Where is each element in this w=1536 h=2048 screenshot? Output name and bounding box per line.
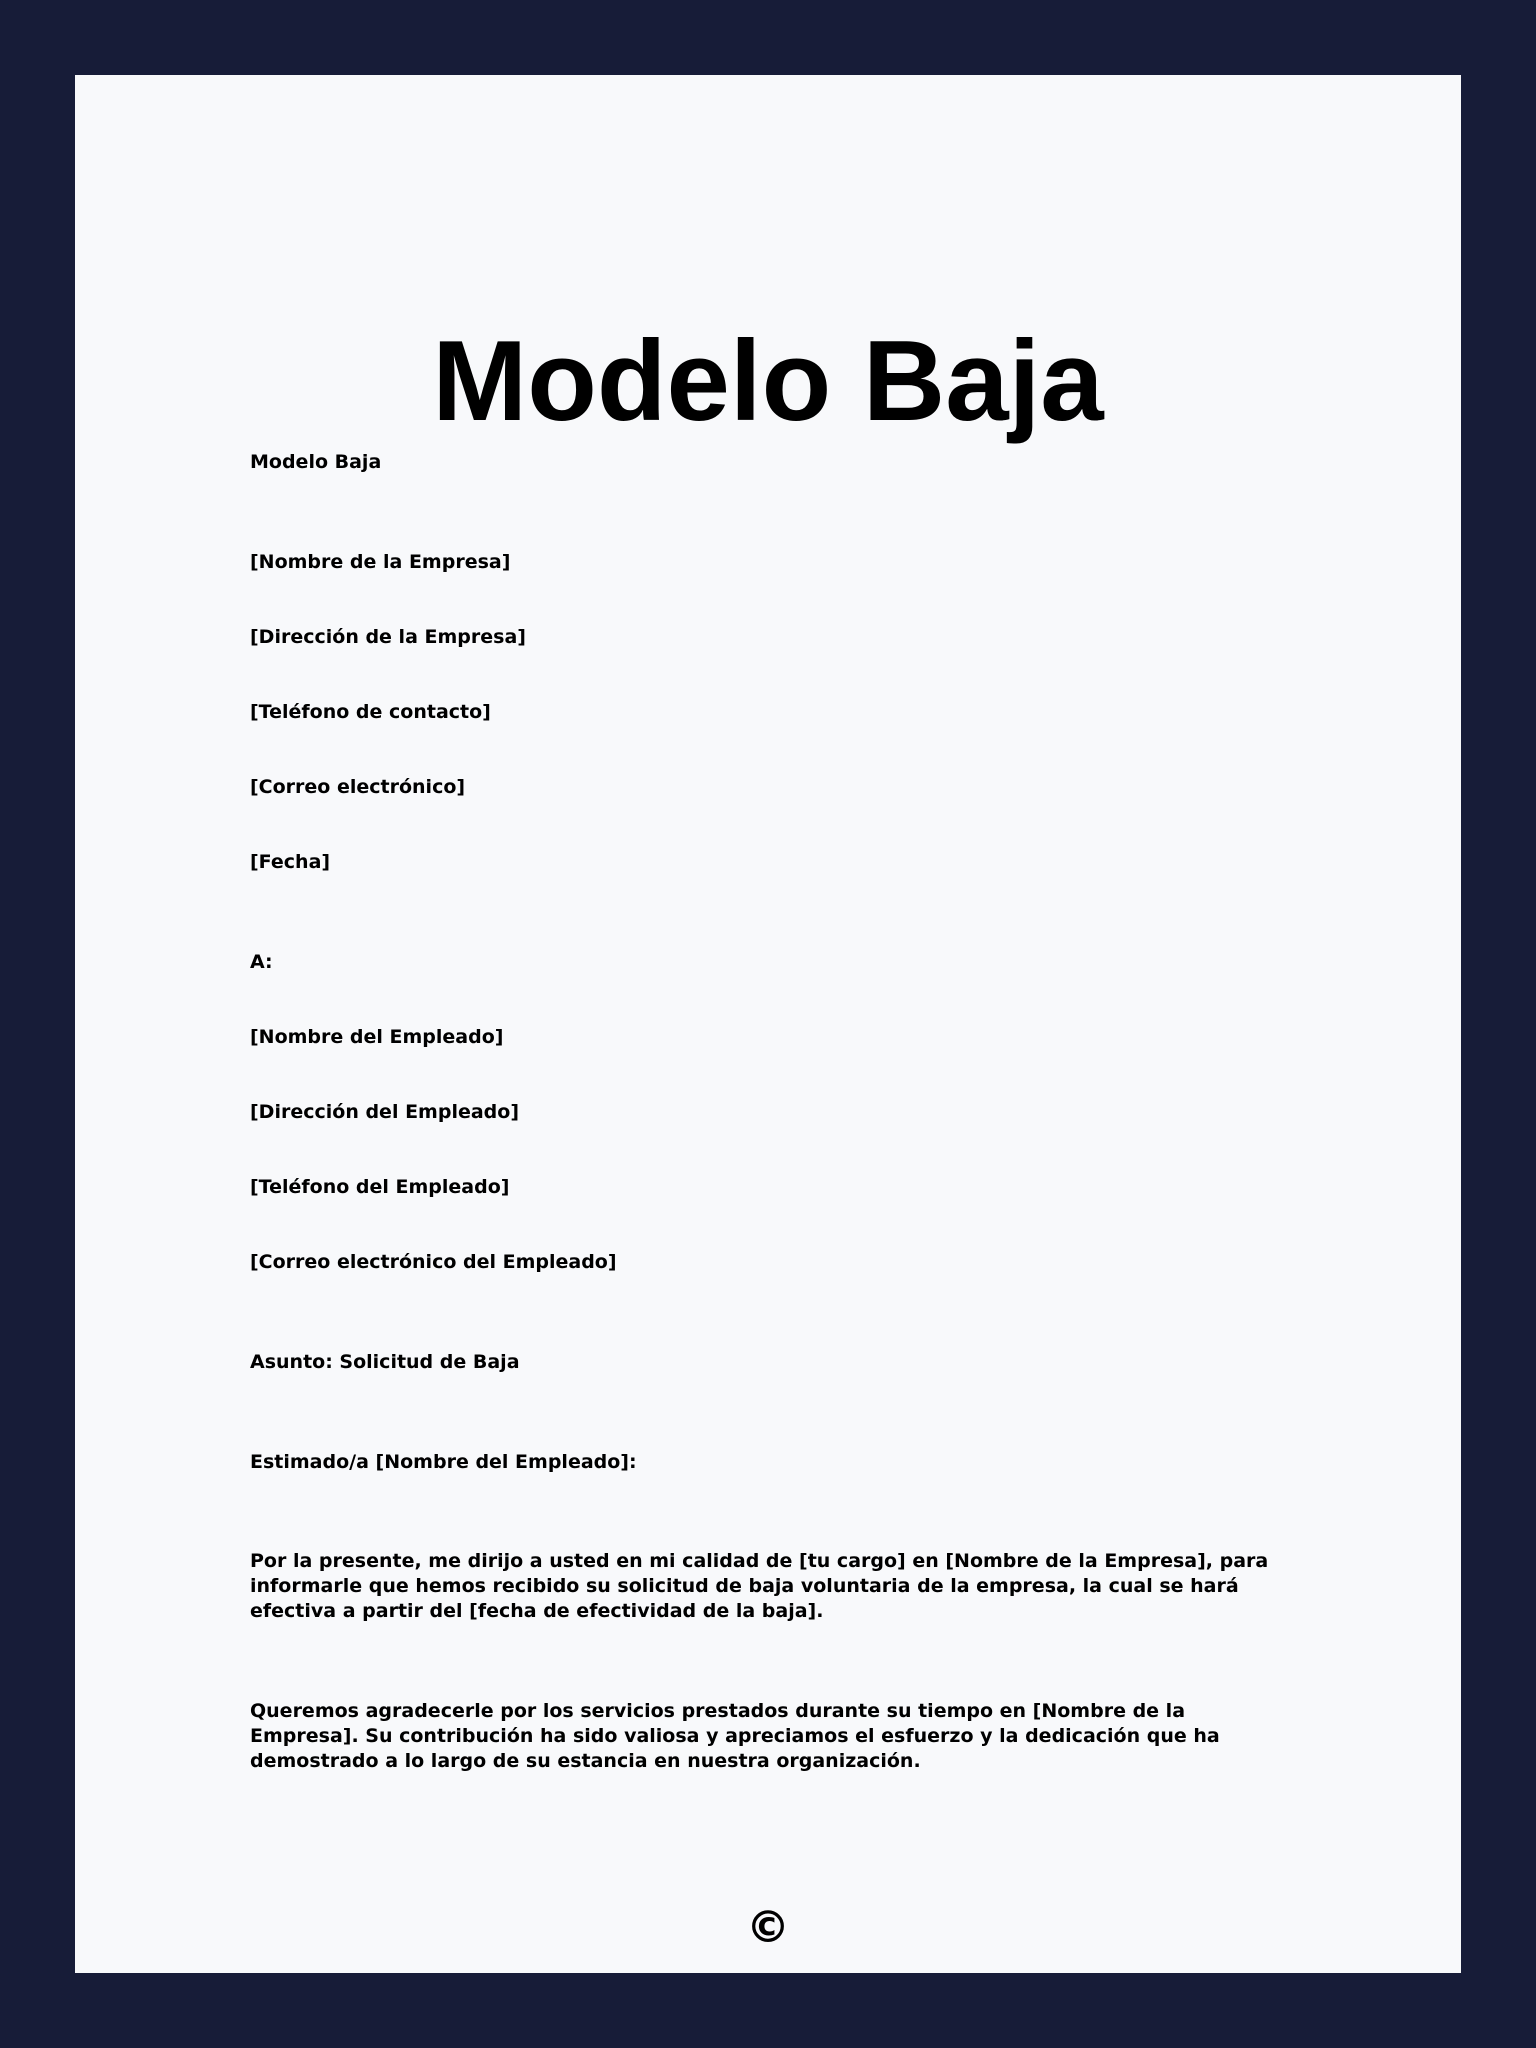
recipient-name: [Nombre del Empleado] [250, 1026, 504, 1048]
company-name: [Nombre de la Empresa] [250, 551, 511, 573]
company-email: [Correo electrónico] [250, 776, 466, 798]
recipient-label: A: [250, 951, 273, 973]
recipient-address: [Dirección del Empleado] [250, 1101, 520, 1123]
company-address: [Dirección de la Empresa] [250, 626, 526, 648]
recipient-phone: [Teléfono del Empleado] [250, 1176, 510, 1198]
recipient-email: [Correo electrónico del Empleado] [250, 1251, 617, 1273]
company-phone: [Teléfono de contacto] [250, 701, 491, 723]
copyright-icon: © [746, 1902, 790, 1953]
subject-line: Asunto: Solicitud de Baja [250, 1351, 520, 1373]
paragraph-2: Queremos agradecerle por los servicios prestados durante su tiempo en [Nombre de la Empresa]. Su contribución ha sido valiosa y apreciamos el esfuerzo y la dedicación que ha demostrado a lo largo de su estancia en nuestra organización. [250, 1700, 1220, 1772]
document-page [75, 75, 1461, 1973]
document-title: Modelo Baja [432, 318, 1104, 445]
greeting: Estimado/a [Nombre del Empleado]: [250, 1451, 637, 1473]
paragraph-1: Por la presente, me dirijo a usted en mi calidad de [tu cargo] en [Nombre de la Empresa], para informarle que hemos recibido su solicitud de baja voluntaria de la empresa, la cual se hará efectiva a partir del [fecha de efectividad de la baja]. [250, 1550, 1269, 1622]
document-date: [Fecha] [250, 851, 331, 873]
document-subtitle: Modelo Baja [250, 451, 382, 473]
